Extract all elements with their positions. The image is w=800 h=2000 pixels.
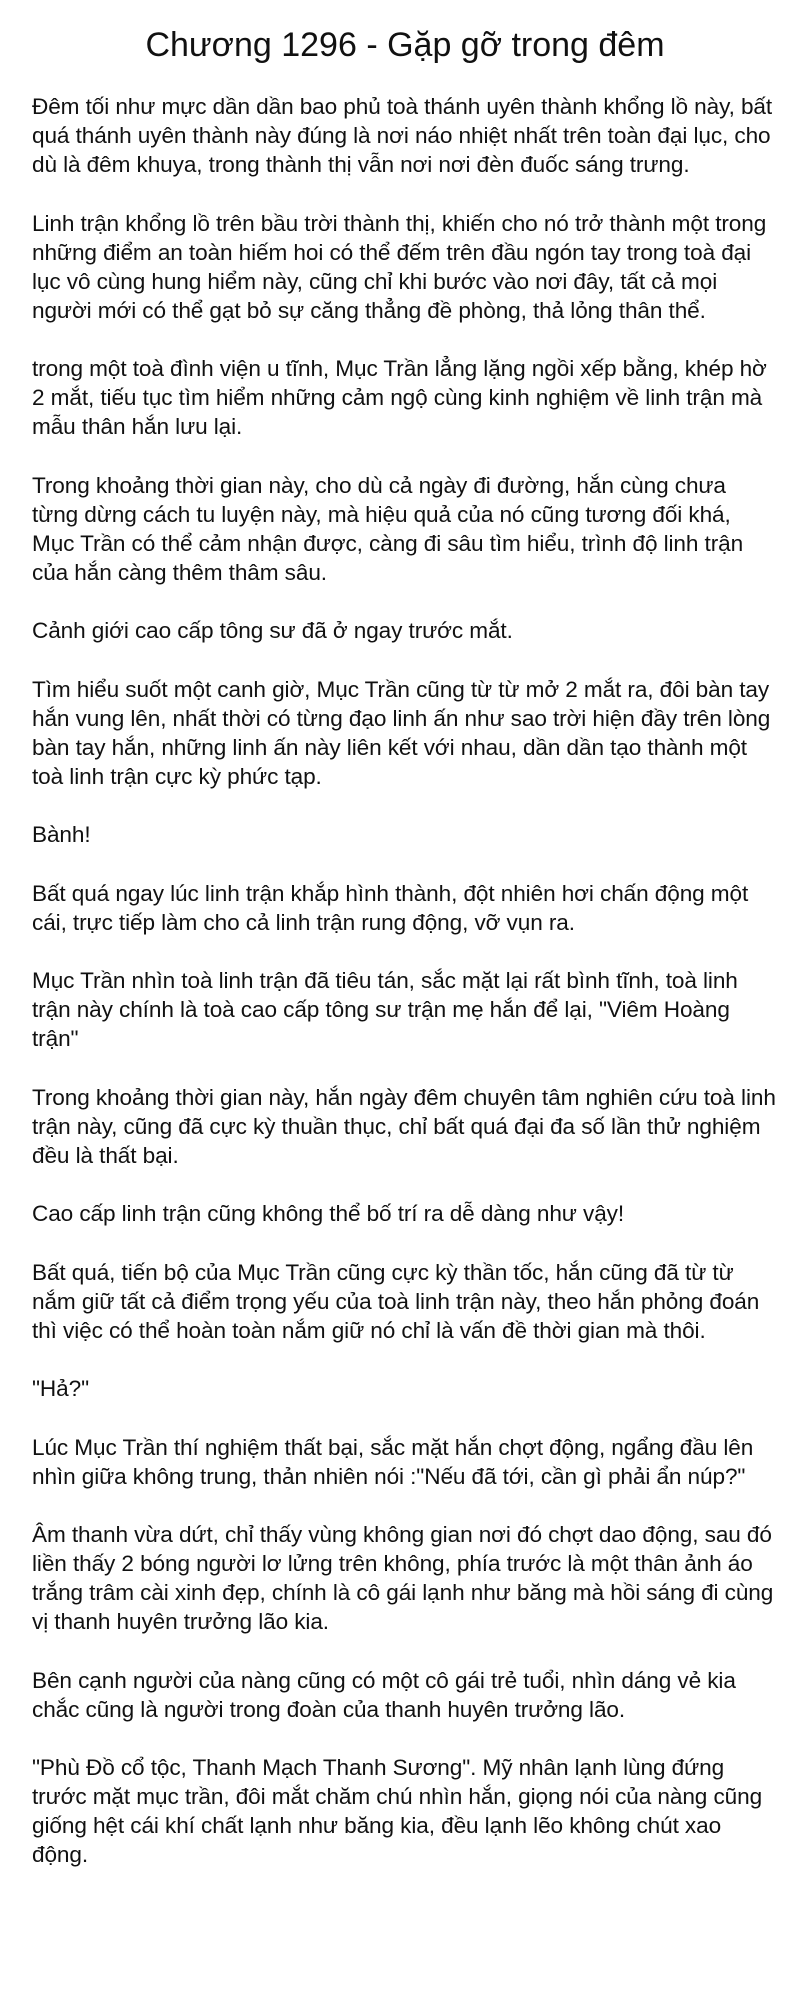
paragraph: trong một toà đình viện u tĩnh, Mục Trần lẳng lặng ngồi xếp bằng, khép hờ 2 mắt, tiếu tục tìm hiểm những cảm ngộ cùng kinh nghiệm về linh trận mà mẫu thân hắn lưu lại. [32, 356, 767, 439]
paragraph: Âm thanh vừa dứt, chỉ thấy vùng không gian nơi đó chợt dao động, sau đó liền thấy 2 bóng người lơ lửng trên không, phía trước là một thân ảnh áo trắng trâm cài xinh đẹp, chính là cô gái lạnh như băng mà hồi sáng đi cùng vị thanh huyên trưởng lão kia. [32, 1522, 774, 1634]
chapter-body [32, 92, 778, 1869]
paragraph: Cảnh giới cao cấp tông sư đã ở ngay trước mắt. [32, 618, 513, 643]
paragraph: Bất quá, tiến bộ của Mục Trần cũng cực kỳ thần tốc, hắn cũng đã từ từ nắm giữ tất cả điểm trọng yếu của toà linh trận này, theo hắn phỏng đoán thì việc có thể hoàn toàn nắm giữ nó chỉ là vấn đề thời gian mà thôi. [32, 1259, 760, 1343]
paragraph: Trong khoảng thời gian này, cho dù cả ngày đi đường, hắn cùng chưa từng dừng cách tu luyện này, mà hiệu quả của nó cũng tương đối khá, Mục Trần có thể cảm nhận được, càng đi sâu tìm hiểu, trình độ linh trận của hắn càng thêm thâm sâu. [32, 472, 744, 585]
paragraph: Đêm tối như mực dần dần bao phủ toà thánh uyên thành khổng lồ này, bất quá thánh uyên thành này đúng là nơi náo nhiệt nhất trên toàn đại lục, cho dù là đêm khuya, trong thành thị vẫn nơi nơi đèn đuốc sáng trưng. [32, 94, 773, 177]
paragraph: Bên cạnh người của nàng cũng có một cô gái trẻ tuổi, nhìn dáng vẻ kia chắc cũng là người trong đoàn của thanh huyên trưởng lão. [32, 1667, 736, 1722]
chapter-title: Chương 1296 - Gặp gỡ trong đêm [145, 26, 665, 64]
paragraph: Bất quá ngay lúc linh trận khắp hình thành, đột nhiên hơi chấn động một cái, trực tiếp làm cho cả linh trận rung động, vỡ vụn ra. [32, 880, 749, 935]
paragraph: Mục Trần nhìn toà linh trận đã tiêu tán, sắc mặt lại rất bình tĩnh, toà linh trận này chính là toà cao cấp tông sư trận mẹ hắn để lại, "Viêm Hoàng trận" [32, 968, 738, 1051]
paragraph: "Hả?" [32, 1376, 89, 1401]
paragraph: Tìm hiểu suốt một canh giờ, Mục Trần cũng từ từ mở 2 mắt ra, đôi bàn tay hắn vung lên, nhất thời có từng đạo linh ấn như sao trời hiện đầy trên lòng bàn tay hắn, những linh ấn này liên kết với nhau, dần dần tạo thành một toà linh trận cực kỳ phức tạp. [32, 676, 771, 789]
paragraph: Linh trận khổng lồ trên bầu trời thành thị, khiến cho nó trở thành một trong những điểm an toàn hiếm hoi có thể đếm trên đầu ngón tay trong toà đại lục vô cùng hung hiểm này, cũng chỉ khi bước vào nơi đây, tất cả mọi người mới có thể gạt bỏ sự căng thẳng đề phòng, thả lỏng thân thể. [32, 210, 767, 323]
paragraph: "Phù Đồ cổ tộc, Thanh Mạch Thanh Sương". Mỹ nhân lạnh lùng đứng trước mặt mục trần, đôi mắt chăm chú nhìn hắn, giọng nói của nàng cũng giống hệt cái khí chất lạnh như băng kia, đều lạnh lẽo không chút xao động. [32, 1755, 763, 1867]
paragraph: Cao cấp linh trận cũng không thể bố trí ra dễ dàng như vậy! [32, 1201, 625, 1226]
paragraph: Lúc Mục Trần thí nghiệm thất bại, sắc mặt hắn chợt động, ngẩng đầu lên nhìn giữa không trung, thản nhiên nói :"Nếu đã tới, cần gì phải ẩn núp?" [32, 1434, 754, 1489]
paragraph: Bành! [32, 822, 91, 847]
paragraph: Trong khoảng thời gian này, hắn ngày đêm chuyên tâm nghiên cứu toà linh trận này, cũng đã cực kỳ thuần thục, chỉ bất quá đại đa số lần thử nghiệm đều là thất bại. [32, 1084, 776, 1168]
